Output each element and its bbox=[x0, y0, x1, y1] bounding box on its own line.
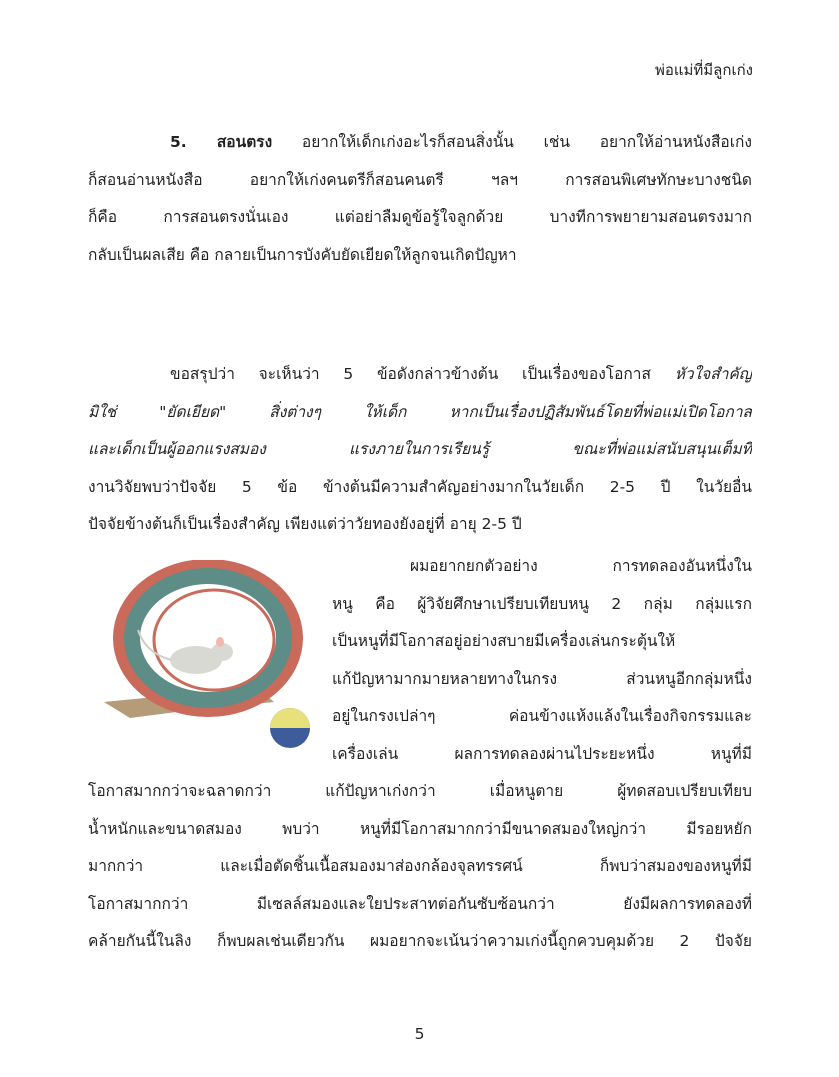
section-heading: 5. สอนตรง bbox=[170, 133, 273, 151]
text-line: โอกาสมากกว่า มีเซลล์สมองและใยประสาทต่อกันซับซ้อนกว่า ยังมีผลการทดลองที่ bbox=[88, 894, 752, 913]
text-line: แก้ปัญหามากมายหลายทางในกรง ส่วนหนูอีกกลุ่มหนึ่ง bbox=[332, 669, 752, 688]
text-line: ขอสรุปว่า จะเห็นว่า 5 ข้อดังกล่าวข้างต้น เป็นเรื่องของโอกาส หัวใจสำคัญ bbox=[170, 365, 752, 383]
experiment-paragraph bbox=[88, 548, 752, 961]
text-line: งานวิจัยพบว่าปัจจัย 5 ข้อ ข้างต้นมีความสำคัญอย่างมากในวัยเด็ก 2-5 ปี ในวัยอื่น bbox=[88, 477, 752, 496]
text-line: คล้ายกันนี้ในลิง ก็พบผลเช่นเดียวกัน ผมอยากจะเน้นว่าความเก่งนี้ถูกควบคุมด้วย 2 ปัจจัย bbox=[88, 932, 752, 950]
text-line: กลับเป็นผลเสีย คือ กลายเป็นการบังคับยัดเยียดให้ลูกจนเกิดปัญหา bbox=[88, 245, 517, 264]
text-line: หนู คือ ผู้วิจัยศึกษาเปรียบเทียบหนู 2 กลุ่ม กลุ่มแรก bbox=[332, 594, 752, 613]
text-line: 5. สอนตรง อยากให้เด็กเก่งอะไรก็สอนสิ่งนั้น เช่น อยากให้อ่านหนังสือเก่ง bbox=[170, 133, 752, 151]
running-header: พ่อแม่ที่มีลูกเก่ง bbox=[654, 61, 753, 79]
section-five bbox=[88, 124, 752, 274]
text-line: มากกว่า และเมื่อตัดชิ้นเนื้อสมองมาส่องกล้องจุลทรรศน์ ก็พบว่าสมองของหนูที่มี bbox=[88, 857, 752, 875]
text-line: มิใช่ "ยัดเยียด" สิ่งต่างๆ ให้เด็ก หากเป็นเรื่องปฏิสัมพันธ์โดยที่พ่อแม่เปิดโอกาส bbox=[88, 402, 752, 421]
text-line: น้ำหนักและขนาดสมอง พบว่า หนูที่มีโอกาสมากกว่ามีขนาดสมองใหญ่กว่า มีรอยหยัก bbox=[88, 819, 752, 838]
text-line: ก็สอนอ่านหนังสือ อยากให้เก่งคนตรีก็สอนคนตรี ฯลฯ การสอนพิเศษทักษะบางชนิด bbox=[88, 170, 752, 189]
summary-paragraph bbox=[88, 356, 752, 544]
text-line: ผมอยากยกตัวอย่าง การทดลองอันหนึ่งใน bbox=[410, 557, 752, 575]
text-line: โอกาสมากกว่าจะฉลาดกว่า แก้ปัญหาเก่งกว่า เมื่อหนูตาย ผู้ทดสอบเปรียบเทียบ bbox=[88, 782, 752, 800]
text-line: ปัจจัยข้างต้นก็เป็นเรื่องสำคัญ เพียงแต่ว่าวัยทองยังอยู่ที่ อายุ 2-5 ปี bbox=[88, 515, 522, 533]
text-line: เป็นหนูที่มีโอกาสอยู่อย่างสบายมีเครื่องเล่นกระตุ้นให้ bbox=[332, 632, 676, 650]
text-line: ก็คือ การสอนตรงนั่นเอง แต่อย่าลืมดูข้อรู้ใจลูกด้วย บางทีการพยายามสอนตรงมาก bbox=[88, 208, 752, 226]
text-line: และเด็กเป็นผู้ออกแรงสมอง แรงภายในการเรียนรู้ ขณะที่พ่อแม่สนับสนุนเต็มที่ bbox=[88, 440, 752, 458]
text-line: เครื่องเล่น ผลการทดลองผ่านไประยะหนึ่ง หนูที่มี bbox=[332, 744, 752, 763]
text-line: อยู่ในกรงเปล่าๆ ค่อนข้างแห้งแล้งในเรื่องกิจกรรมและ bbox=[332, 707, 752, 725]
page-number: 5 bbox=[414, 1025, 425, 1043]
